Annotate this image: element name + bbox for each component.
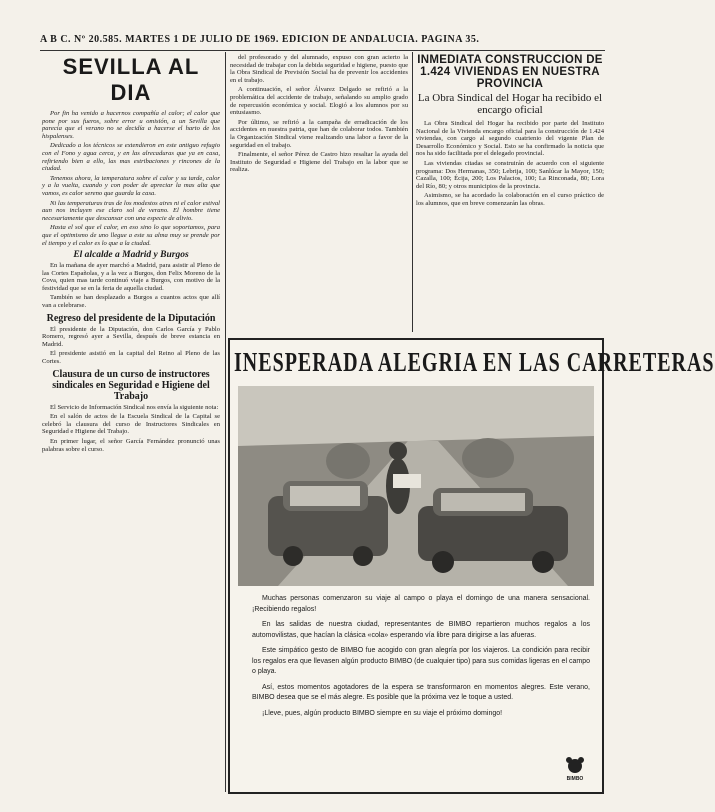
ad-paragraph: Este simpático gesto de BIMBO fue acogido con gran alegría por los viajeros. La condición para recibir los regalos era que llevasen algún producto BIMBO (de cualquier tipo) para sus comidas ligeras en el campo o playa.	[252, 647, 590, 675]
middle-paragraph: Por último, se refirió a la campaña de erradicación de los accidentes en nuestra patria, que han de colaborar todos. También la Organización Sindical viene realizando una labor a favor de la seguridad en el trabajo.	[230, 118, 408, 149]
left-paragraph: En la mañana de ayer marchó a Madrid, para asistir al Pleno de las Cortes Españolas, y a la vez a Burgos, don Felix Moreno de la Cova, quien mas tarde continuó viaje a Burgos, con motivo de la festividad que se en la feria de aquella ciudad.	[42, 262, 220, 292]
right-column	[416, 54, 604, 334]
diputacion-subheading: Regreso del presidente de la Diputación	[46, 312, 216, 324]
left-paragraph: Dedicado a los técnicos se extendieron en este antiguo refugio con el Fono y agua cerca, y en las alrecaduras que ya en casa, refiriendo bien a ello, las mas estribaciones y rincones de la ciudad.	[42, 142, 220, 173]
left-paragraph: También se han desplazado a Burgos a cuantos actos que allí van a celebrarse.	[42, 294, 220, 310]
left-paragraph: En el salón de actos de la Escuela Sindical de la Capital se celebró la clausura del curso de Instructores Sindicales en Seguridad e Higiene del Trabajo.	[42, 413, 220, 436]
left-paragraph: Tenemos ahora, la temperatura sobre el calor y su tarde, calor y a la vuelta, cuando y con poder de apreciar la mas alta que vamos, es calor sereno que guarda la casa.	[42, 174, 220, 197]
bear-icon	[562, 756, 588, 774]
ad-photograph	[238, 386, 594, 586]
road-scene-illustration	[238, 386, 594, 586]
ad-paragraph: En las salidas de nuestra ciudad, representantes de BIMBO repartieron muchos regalos a los automovilistas, que hacían la clásica «cola» esperando vía libre para dirigirse a las afueras.	[252, 621, 590, 639]
left-paragraph: Por fin ha venido a hacernos compañía el calor; el calor que pone por sus fueros, sobre error u omisión, a un Sevilla que parecía que el verano no se decidía a hacerse el harto de los hispalenses.	[42, 110, 220, 140]
bimbo-advertisement	[228, 338, 715, 794]
left-column	[42, 54, 220, 794]
viviendas-subhead: La Obra Sindical del Hogar ha recibido el encargo oficial	[417, 92, 603, 116]
page-header: A B C. Nº 20.585. MARTES 1 DE JULIO DE 1969. EDICION DE ANDALUCIA. PAGINA 35.	[40, 34, 480, 45]
right-paragraph: Asimismo, se ha acordado la colaboración en el curso práctico de los alumnos, que en breve comenzarán las obras.	[416, 192, 604, 207]
viviendas-headline: INMEDIATA CONSTRUCCION DE 1.424 VIVIENDAS EN NUESTRA PROVINCIA	[417, 54, 603, 90]
ad-paragraph: ¡Lleve, pues, algún producto BIMBO siempre en su viaje el próximo domingo!	[262, 709, 503, 717]
header-rule	[40, 50, 605, 51]
left-paragraph: Ni las temperaturas tras de los modestos aires ni el calor estival aun nos incluyen ese claro sol de verano. El hombre tiene necesariamente que descansar con una especie de alivio.	[42, 199, 220, 222]
bimbo-logo	[562, 756, 588, 782]
right-paragraph: La Obra Sindical del Hogar ha recibido por parte del Instituto Nacional de la Vivienda encargo oficial para la construcción de 1.424 viviendas, con cargo al segundo cuatrienio del vigente Plan de Desarrollo Económico y Social. Esto se ha confirmado la noticia que nos ha sido facilitada por el delegado provincial.	[416, 120, 604, 158]
column-rule-right	[412, 52, 413, 332]
left-paragraph: El presidente de la Diputación, don Carlos García y Pablo Romero, regresó ayer a Sevilla, después de breve estancia en Madrid.	[42, 325, 220, 348]
sevilla-al-dia-title: SEVILLA AL DIA	[62, 54, 200, 105]
middle-paragraph: del profesorado y del alumnado, expuso con gran acierto la necesidad de trabajar con la debida seguridad e higiene, puesto que la Obra Sindical de Previsión Social ha de prevenir los accidentes en el trabajo.	[230, 54, 408, 84]
clausura-subheading: Clausura de un curso de instructores sindicales en Seguridad e Higiene del Trabajo	[52, 368, 210, 402]
alcalde-subheading: El alcalde a Madrid y Burgos	[73, 250, 189, 261]
ad-headline: INESPERADA ALEGRIA EN LAS CARRETERAS	[234, 347, 715, 378]
middle-paragraph: Finalmente, el señor Pérez de Castro hizo resaltar la ayuda del Instituto de Seguridad e Higiene del Trabajo en la labor que se realiza.	[230, 151, 408, 174]
ad-paragraph: Muchas personas comenzaron su viaje al campo o playa el domingo de una manera sensacional. ¡Recibiendo regalos!	[252, 595, 590, 613]
logo-text: BIMBO	[566, 776, 584, 782]
ad-paragraph: Así, estos momentos agotadores de la espera se transformaron en momentos alegres. Este verano, BIMBO desea que se el más alegre. Es posible que la próxima vez le toque a usted.	[252, 683, 590, 701]
left-paragraph: El presidente asistió en la capital del Reino al Pleno de las Cortes.	[42, 350, 220, 366]
middle-paragraph: A continuación, el señor Álvarez Delgado se refirió a la problemática del accidente de trabajo, señalando su amplio grado de repercusión económica y social. Elogió a los alumnos por su entusiasmo.	[230, 86, 408, 117]
middle-column	[230, 54, 408, 334]
left-paragraph: El Servicio de Información Sindical nos envía la siguiente nota:	[50, 403, 219, 411]
left-paragraph: Hasta el sol que el calor, en eso sino lo que soportamos, para que el optimismo de uno llegue a este su alma muy se prende por el tiempo y el calor es lo que a la ciudad.	[42, 224, 220, 247]
column-rule-left	[225, 52, 226, 792]
ad-body	[252, 594, 590, 724]
right-paragraph: Las viviendas citadas se construirán de acuerdo con el siguiente programa: Dos Hermanas, 350; Lebrija, 100; Sanlúcar la Mayor, 150; Cazalla, 100; Écija, 200; Los Palacios, 100; La Rinconada, 80; Lora del Río, 80; y otros municipios de la provincia.	[416, 159, 604, 190]
left-paragraph: En primer lugar, el señor García Fernández pronunció unas palabras sobre el curso.	[42, 438, 220, 453]
